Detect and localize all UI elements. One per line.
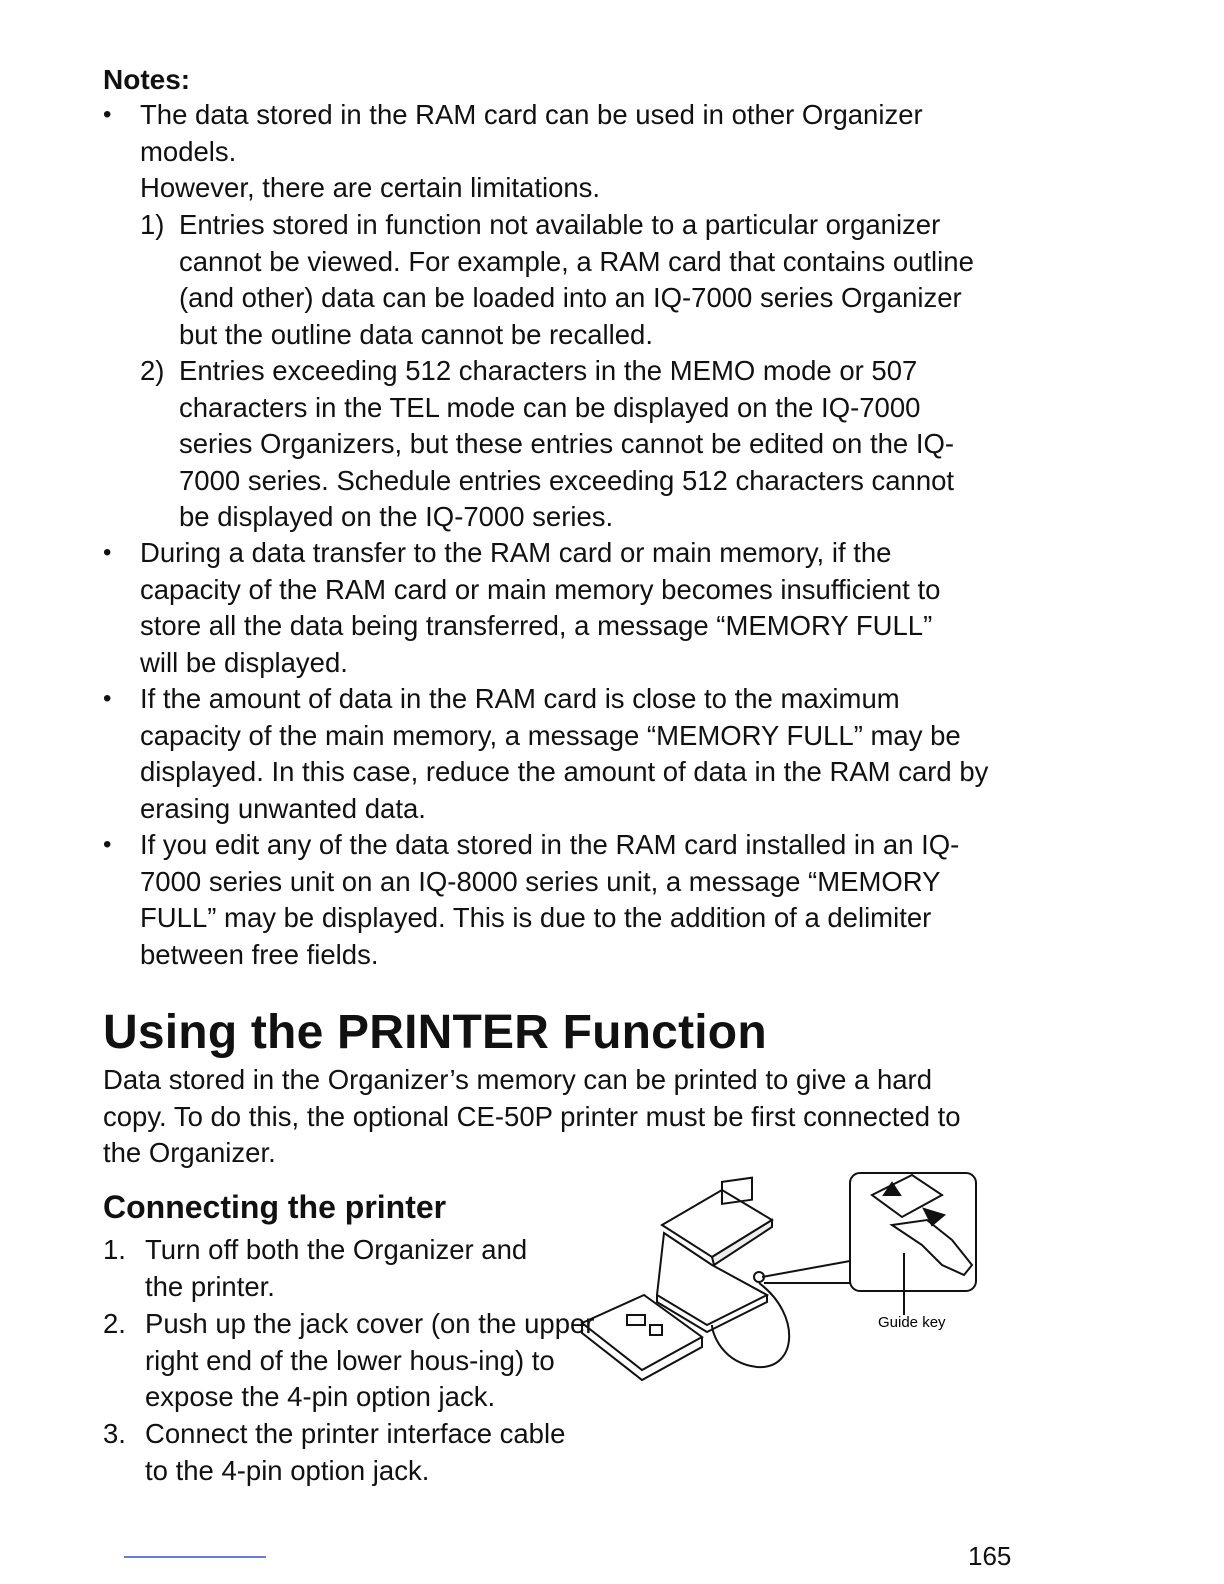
section-heading: Using the PRINTER Function: [103, 1006, 767, 1059]
bullet-icon: •: [103, 831, 112, 858]
notes-bullet-2: [103, 535, 1003, 681]
bullet-icon: •: [103, 685, 112, 712]
subitem-number: 1): [140, 209, 165, 240]
bullet-1-line-2: However, there are certain limitations.: [140, 172, 601, 203]
bullet-2-text: During a data transfer to the RAM card or main memory, if the capacity of the RAM card or main memory becomes insufficient to store all the data being transferred, a message “MEMORY FULL” will be displayed.: [140, 537, 941, 678]
bullet-3-text: If the amount of data in the RAM card is close to the maximum capacity of the main memory, a message “MEMORY FULL” may be displayed. In this case, reduce the amount of data in the RAM card by erasing unwanted data.: [140, 683, 989, 824]
step-1: [103, 1232, 603, 1305]
jack-inset-icon: [762, 1173, 976, 1315]
notes-bullet-3: [103, 681, 1003, 827]
bullet-4-text: If you edit any of the data stored in the RAM card installed in an IQ-7000 series unit on an IQ-8000 series unit, a message “MEMORY FULL” may be displayed. This is due to the addition of a delimiter between free fields.: [140, 829, 960, 970]
step-text: Connect the printer interface cable to the 4-pin option jack.: [145, 1418, 566, 1486]
bullet-icon: •: [103, 539, 112, 566]
subitem-number: 2): [140, 355, 165, 386]
step-2: [103, 1306, 603, 1416]
organizer-icon: [657, 1178, 772, 1332]
subsection-heading: Connecting the printer: [103, 1189, 447, 1225]
printer-icon: [582, 1295, 702, 1380]
printer-connection-diagram: [572, 1165, 992, 1395]
section-intro: Data stored in the Organizer’s memory can be printed to give a hard copy. To do this, the optional CE-50P printer must be first connected to the Organizer.: [103, 1064, 961, 1168]
guide-key-label: Guide key: [878, 1314, 946, 1331]
bullet-1-line-1: The data stored in the RAM card can be used in other Organizer models.: [140, 99, 923, 167]
step-3: [103, 1416, 603, 1489]
step-number: 3.: [103, 1418, 126, 1449]
notes-subitem-2: [140, 353, 1000, 536]
subitem-text: Entries exceeding 512 characters in the MEMO mode or 507 characters in the TEL mode can be displayed on the IQ-7000 series Organizers, but these entries cannot be edited on the IQ-7000 series. Schedule entries exceeding 512 characters cannot be displayed on the IQ-7000 series.: [179, 355, 955, 532]
notes-title: Notes:: [103, 64, 191, 95]
footer-rule: [124, 1556, 266, 1558]
cable-icon: [712, 1283, 789, 1367]
subitem-text: Entries stored in function not available to a particular organizer cannot be viewed. For example, a RAM card that contains outline (and other) data can be loaded into an IQ-7000 series Organizer but the outline data cannot be recalled.: [179, 209, 974, 350]
notes-bullet-1: [103, 97, 1003, 207]
bullet-icon: •: [103, 101, 112, 128]
page-number: 165: [968, 1541, 1012, 1571]
step-number: 2.: [103, 1308, 126, 1339]
notes-bullet-4: [103, 827, 1003, 973]
step-text: Push up the jack cover (on the upper right end of the lower hous-ing) to expose the 4-pin option jack.: [145, 1308, 595, 1412]
step-number: 1.: [103, 1234, 126, 1265]
step-text: Turn off both the Organizer and the printer.: [145, 1234, 528, 1302]
notes-subitem-1: [140, 207, 1000, 353]
